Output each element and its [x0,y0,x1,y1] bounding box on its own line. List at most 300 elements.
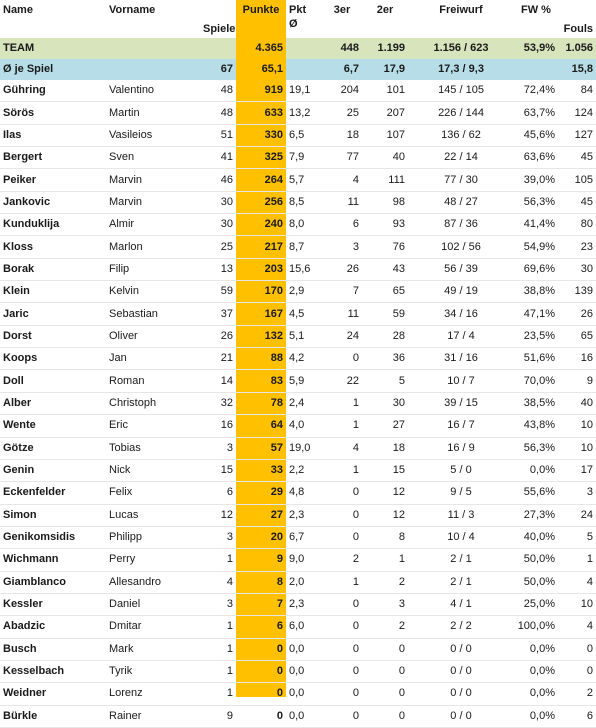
player-spiele: 1 [200,683,236,705]
table-row [0,526,596,548]
player-pkt-avg: 6,5 [286,124,322,146]
player-spiele: 14 [200,370,236,392]
player-fouls: 124 [558,102,596,124]
player-vorname: Sven [106,147,200,169]
player-spiele: 59 [200,281,236,303]
player-fw-pct: 50,0% [514,549,558,571]
player-points: 0 [236,660,286,682]
player-name: Ilas [0,124,106,146]
player-fouls: 30 [558,258,596,280]
player-fw-pct: 54,9% [514,236,558,258]
player-name: Jaric [0,303,106,325]
player-pkt-avg: 2,9 [286,281,322,303]
player-pkt-avg: 2,2 [286,459,322,481]
player-pkt-avg: 4,0 [286,415,322,437]
player-3er: 4 [322,169,362,191]
player-fouls: 45 [558,191,596,213]
player-spiele: 16 [200,415,236,437]
player-freiwurf: 5 / 0 [408,459,514,481]
player-spiele: 26 [200,325,236,347]
player-fw-pct: 25,0% [514,593,558,615]
player-2er: 93 [362,214,408,236]
player-pkt-avg: 2,4 [286,392,322,414]
player-points: 9 [236,549,286,571]
table-row [0,147,596,169]
player-fouls: 40 [558,392,596,414]
table-row [0,683,596,705]
player-freiwurf: 0 / 0 [408,683,514,705]
player-pkt-avg: 4,2 [286,348,322,370]
player-2er: 98 [362,191,408,213]
player-3er: 1 [322,392,362,414]
player-2er: 36 [362,348,408,370]
player-points: 7 [236,593,286,615]
player-name: Kesselbach [0,660,106,682]
table-row [0,124,596,146]
player-spiele: 9 [200,705,236,727]
player-spiele: 37 [200,303,236,325]
player-points: 170 [236,281,286,303]
player-freiwurf: 2 / 1 [408,549,514,571]
player-pkt-avg: 6,0 [286,616,322,638]
table-row [0,214,596,236]
player-points: 256 [236,191,286,213]
player-2er: 2 [362,571,408,593]
player-2er: 40 [362,147,408,169]
player-freiwurf: 226 / 144 [408,102,514,124]
player-name: Giamblanco [0,571,106,593]
player-fw-pct: 55,6% [514,482,558,504]
player-points: 217 [236,236,286,258]
player-fouls: 6 [558,705,596,727]
player-3er: 0 [322,660,362,682]
player-fw-pct: 56,3% [514,437,558,459]
player-spiele: 48 [200,102,236,124]
player-vorname: Marlon [106,236,200,258]
header-pkt [286,0,322,38]
player-points: 203 [236,258,286,280]
avg-spiele: 67 [200,59,236,80]
player-pkt-avg: 19,0 [286,437,322,459]
player-3er: 7 [322,281,362,303]
player-freiwurf: 10 / 7 [408,370,514,392]
player-3er: 1 [322,571,362,593]
player-pkt-avg: 5,7 [286,169,322,191]
player-name: Jankovic [0,191,106,213]
player-vorname: Marvin [106,169,200,191]
player-3er: 0 [322,638,362,660]
table-row [0,705,596,727]
player-fw-pct: 38,8% [514,281,558,303]
player-fouls: 4 [558,616,596,638]
header-fw-pct: FW % [521,4,551,16]
player-points: 264 [236,169,286,191]
header-3er: 3er [333,4,351,16]
player-freiwurf: 87 / 36 [408,214,514,236]
player-fw-pct: 0,0% [514,638,558,660]
team-label: TEAM [0,38,106,59]
player-fw-pct: 0,0% [514,683,558,705]
player-freiwurf: 102 / 56 [408,236,514,258]
player-vorname: Christoph [106,392,200,414]
player-fouls: 4 [558,571,596,593]
player-fw-pct: 39,0% [514,169,558,191]
player-points: 57 [236,437,286,459]
player-vorname: Martin [106,102,200,124]
avg-freiwurf: 17,3 / 9,3 [408,59,514,80]
player-spiele: 15 [200,459,236,481]
player-pkt-avg: 6,7 [286,526,322,548]
player-points: 78 [236,392,286,414]
player-3er: 204 [322,80,362,102]
player-2er: 76 [362,236,408,258]
team-points: 4.365 [236,38,286,59]
player-2er: 8 [362,526,408,548]
player-3er: 0 [322,593,362,615]
player-vorname: Sebastian [106,303,200,325]
team-freiwurf: 1.156 / 623 [408,38,514,59]
player-fouls: 10 [558,415,596,437]
player-2er: 2 [362,616,408,638]
player-vorname: Roman [106,370,200,392]
player-pkt-avg: 2,0 [286,571,322,593]
player-freiwurf: 16 / 9 [408,437,514,459]
player-points: 29 [236,482,286,504]
player-2er: 0 [362,638,408,660]
player-vorname: Nick [106,459,200,481]
player-freiwurf: 56 / 39 [408,258,514,280]
player-fw-pct: 69,6% [514,258,558,280]
player-name: Genin [0,459,106,481]
player-2er: 18 [362,437,408,459]
player-points: 330 [236,124,286,146]
table-row [0,80,596,102]
table-row [0,348,596,370]
player-points: 27 [236,504,286,526]
player-spiele: 41 [200,147,236,169]
player-vorname: Daniel [106,593,200,615]
player-2er: 27 [362,415,408,437]
player-spiele: 13 [200,258,236,280]
player-fw-pct: 38,5% [514,392,558,414]
player-pkt-avg: 9,0 [286,549,322,571]
header-pkt-avg-symbol: Ø [289,18,298,30]
player-freiwurf: 136 / 62 [408,124,514,146]
player-name: Alber [0,392,106,414]
table-row [0,370,596,392]
header-vorname: Vorname [109,4,156,16]
player-pkt-avg: 15,6 [286,258,322,280]
table-row [0,504,596,526]
player-fw-pct: 100,0% [514,616,558,638]
player-freiwurf: 2 / 1 [408,571,514,593]
player-2er: 12 [362,482,408,504]
header-freiwurf: Freiwurf [439,4,483,16]
player-name: Genikomsidis [0,526,106,548]
player-fouls: 1 [558,549,596,571]
player-vorname: Tobias [106,437,200,459]
player-3er: 25 [322,102,362,124]
player-vorname: Rainer [106,705,200,727]
player-spiele: 1 [200,549,236,571]
player-vorname: Lucas [106,504,200,526]
player-freiwurf: 0 / 0 [408,660,514,682]
player-spiele: 3 [200,437,236,459]
player-spiele: 3 [200,593,236,615]
player-fouls: 2 [558,683,596,705]
player-freiwurf: 4 / 1 [408,593,514,615]
player-2er: 207 [362,102,408,124]
player-points: 0 [236,705,286,727]
player-fouls: 0 [558,638,596,660]
player-spiele: 12 [200,504,236,526]
player-fw-pct: 40,0% [514,526,558,548]
table-row [0,437,596,459]
table-row [0,415,596,437]
table-row [0,593,596,615]
player-freiwurf: 16 / 7 [408,415,514,437]
avg-3er: 6,7 [322,59,362,80]
player-name: Simon [0,504,106,526]
team-3er: 448 [322,38,362,59]
player-vorname: Marvin [106,191,200,213]
player-name: Kunduklija [0,214,106,236]
player-2er: 107 [362,124,408,146]
player-spiele: 30 [200,191,236,213]
player-3er: 0 [322,482,362,504]
player-2er: 0 [362,660,408,682]
player-fouls: 45 [558,147,596,169]
player-fw-pct: 51,6% [514,348,558,370]
player-pkt-avg: 0,0 [286,683,322,705]
player-vorname: Eric [106,415,200,437]
player-name: Wente [0,415,106,437]
player-name: Wichmann [0,549,106,571]
player-name: Koops [0,348,106,370]
player-freiwurf: 31 / 16 [408,348,514,370]
player-freiwurf: 49 / 19 [408,281,514,303]
player-fouls: 84 [558,80,596,102]
player-fw-pct: 70,0% [514,370,558,392]
player-3er: 1 [322,459,362,481]
player-2er: 3 [362,593,408,615]
player-3er: 0 [322,616,362,638]
player-freiwurf: 48 / 27 [408,191,514,213]
player-fw-pct: 0,0% [514,705,558,727]
player-3er: 4 [322,437,362,459]
player-points: 6 [236,616,286,638]
player-name: Klein [0,281,106,303]
player-points: 88 [236,348,286,370]
player-2er: 30 [362,392,408,414]
player-vorname: Almir [106,214,200,236]
player-3er: 0 [322,526,362,548]
player-freiwurf: 77 / 30 [408,169,514,191]
player-points: 0 [236,683,286,705]
table-row [0,303,596,325]
table-row [0,325,596,347]
player-vorname: Vasileios [106,124,200,146]
team-fouls: 1.056 [558,38,596,59]
table-row [0,191,596,213]
player-2er: 5 [362,370,408,392]
player-fw-pct: 63,6% [514,147,558,169]
player-3er: 1 [322,415,362,437]
table-row [0,281,596,303]
player-2er: 101 [362,80,408,102]
player-vorname: Jan [106,348,200,370]
player-3er: 11 [322,303,362,325]
player-2er: 0 [362,705,408,727]
player-freiwurf: 39 / 15 [408,392,514,414]
player-points: 33 [236,459,286,481]
player-2er: 43 [362,258,408,280]
player-2er: 1 [362,549,408,571]
player-fw-pct: 50,0% [514,571,558,593]
player-pkt-avg: 19,1 [286,80,322,102]
player-2er: 28 [362,325,408,347]
player-fouls: 3 [558,482,596,504]
player-fouls: 0 [558,660,596,682]
player-fw-pct: 47,1% [514,303,558,325]
player-fouls: 9 [558,370,596,392]
player-fouls: 105 [558,169,596,191]
table-row [0,616,596,638]
player-fouls: 24 [558,504,596,526]
player-pkt-avg: 0,0 [286,660,322,682]
player-2er: 65 [362,281,408,303]
player-spiele: 32 [200,392,236,414]
player-freiwurf: 34 / 16 [408,303,514,325]
player-fouls: 10 [558,593,596,615]
player-3er: 24 [322,325,362,347]
team-total-row [0,38,596,59]
player-2er: 111 [362,169,408,191]
player-3er: 0 [322,504,362,526]
player-pkt-avg: 8,5 [286,191,322,213]
player-spiele: 6 [200,482,236,504]
player-fouls: 80 [558,214,596,236]
player-vorname: Kelvin [106,281,200,303]
player-pkt-avg: 2,3 [286,593,322,615]
player-points: 64 [236,415,286,437]
player-name: Peiker [0,169,106,191]
player-fouls: 23 [558,236,596,258]
player-2er: 59 [362,303,408,325]
player-pkt-avg: 0,0 [286,638,322,660]
header-spiele: Spiele [203,23,236,35]
player-freiwurf: 0 / 0 [408,705,514,727]
player-pkt-avg: 8,0 [286,214,322,236]
player-fouls: 127 [558,124,596,146]
table-row [0,392,596,414]
player-fouls: 65 [558,325,596,347]
player-pkt-avg: 5,1 [286,325,322,347]
header-row [0,0,596,38]
player-points: 325 [236,147,286,169]
player-vorname: Mark [106,638,200,660]
player-spiele: 1 [200,660,236,682]
player-points: 83 [236,370,286,392]
player-fw-pct: 23,5% [514,325,558,347]
player-2er: 0 [362,683,408,705]
player-spiele: 1 [200,616,236,638]
player-fw-pct: 72,4% [514,80,558,102]
avg-label: Ø je Spiel [0,59,106,80]
player-vorname: Oliver [106,325,200,347]
header-2er: 2er [376,4,394,16]
player-name: Borak [0,258,106,280]
player-spiele: 30 [200,214,236,236]
player-freiwurf: 2 / 2 [408,616,514,638]
player-fouls: 5 [558,526,596,548]
player-spiele: 48 [200,80,236,102]
player-fouls: 139 [558,281,596,303]
player-3er: 18 [322,124,362,146]
player-freiwurf: 0 / 0 [408,638,514,660]
player-points: 20 [236,526,286,548]
table-row [0,102,596,124]
player-pkt-avg: 8,7 [286,236,322,258]
team-fw-pct: 53,9% [514,38,558,59]
player-freiwurf: 22 / 14 [408,147,514,169]
player-vorname: Dmitar [106,616,200,638]
player-3er: 26 [322,258,362,280]
player-spiele: 46 [200,169,236,191]
player-pkt-avg: 4,5 [286,303,322,325]
player-3er: 0 [322,348,362,370]
player-points: 132 [236,325,286,347]
player-2er: 15 [362,459,408,481]
player-3er: 0 [322,705,362,727]
player-freiwurf: 145 / 105 [408,80,514,102]
player-freiwurf: 17 / 4 [408,325,514,347]
table-row [0,638,596,660]
player-freiwurf: 11 / 3 [408,504,514,526]
player-3er: 0 [322,683,362,705]
player-name: Kessler [0,593,106,615]
player-name: Bergert [0,147,106,169]
player-name: Eckenfelder [0,482,106,504]
player-name: Gühring [0,80,106,102]
player-vorname: Philipp [106,526,200,548]
player-fw-pct: 45,6% [514,124,558,146]
table-row [0,571,596,593]
player-vorname: Valentino [106,80,200,102]
player-fouls: 26 [558,303,596,325]
player-points: 167 [236,303,286,325]
player-vorname: Lorenz [106,683,200,705]
player-name: Bürkle [0,705,106,727]
player-fouls: 10 [558,437,596,459]
player-vorname: Tyrik [106,660,200,682]
player-fouls: 16 [558,348,596,370]
table-row [0,236,596,258]
player-pkt-avg: 4,8 [286,482,322,504]
player-spiele: 51 [200,124,236,146]
player-points: 8 [236,571,286,593]
player-fw-pct: 63,7% [514,102,558,124]
player-3er: 2 [322,549,362,571]
player-3er: 77 [322,147,362,169]
avg-2er: 17,9 [362,59,408,80]
player-fw-pct: 41,4% [514,214,558,236]
player-pkt-avg: 7,9 [286,147,322,169]
player-fw-pct: 56,3% [514,191,558,213]
player-3er: 22 [322,370,362,392]
avg-fouls: 15,8 [558,59,596,80]
player-name: Kloss [0,236,106,258]
